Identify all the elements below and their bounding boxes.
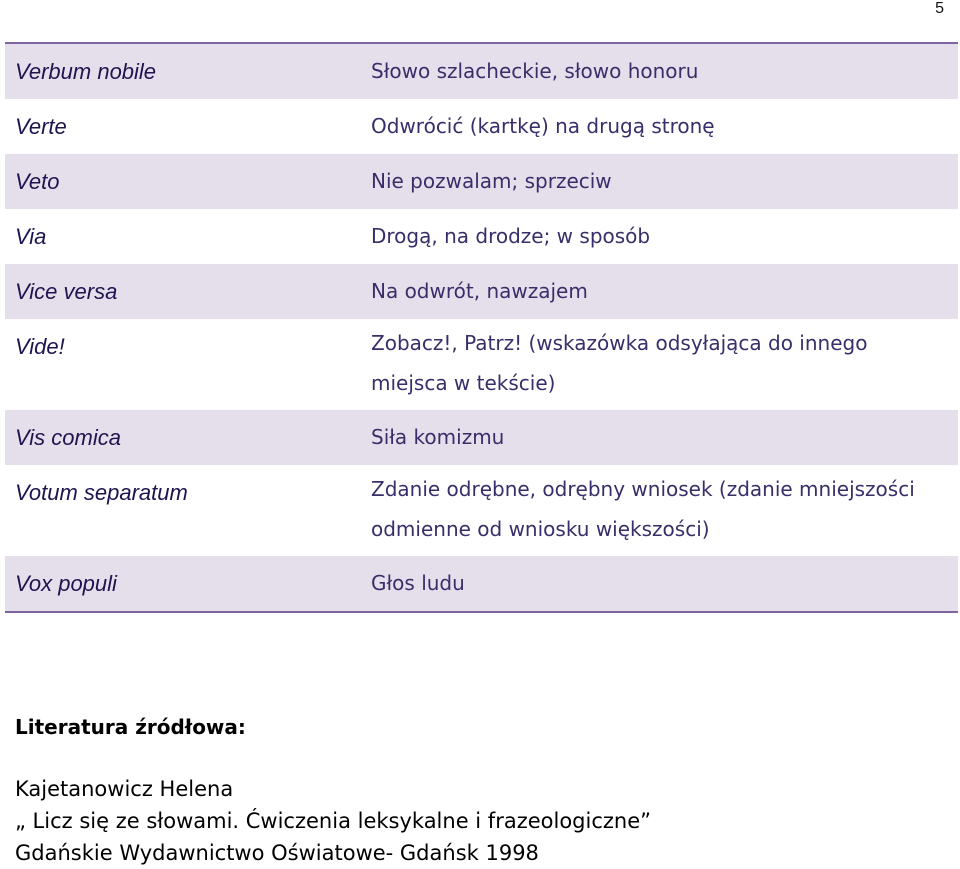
latin-phrase: Verte xyxy=(15,114,67,139)
polish-translation: Nie pozwalam; sprzeciw xyxy=(361,154,958,209)
phrase-table xyxy=(5,42,958,613)
polish-translation: Głos ludu xyxy=(361,556,958,612)
polish-translation: Siła komizmu xyxy=(361,410,958,465)
table-row xyxy=(5,209,958,264)
table-row xyxy=(5,556,958,612)
table-row xyxy=(5,465,958,556)
source-title: „ Licz się ze słowami. Ćwiczenia leksykalne i frazeologiczne” xyxy=(15,809,652,833)
source-publisher: Gdańskie Wydawnictwo Oświatowe- Gdańsk 1998 xyxy=(15,841,539,865)
sources-section xyxy=(15,711,945,869)
latin-phrase: Via xyxy=(15,224,47,249)
polish-translation: Słowo szlacheckie, słowo honoru xyxy=(361,43,958,99)
polish-translation: Drogą, na drodze; w sposób xyxy=(371,224,651,248)
polish-translation: Zobacz!, Patrz! (wskazówka odsyłająca do innego miejsca w tekście) xyxy=(371,331,868,395)
latin-phrase: Vis comica xyxy=(5,410,361,465)
latin-phrase: Vide! xyxy=(15,334,65,359)
source-citation xyxy=(15,773,945,869)
latin-phrase: Vox populi xyxy=(5,556,361,612)
table-row xyxy=(5,319,958,410)
latin-phrase: Veto xyxy=(5,154,361,209)
latin-phrase: Vice versa xyxy=(5,264,361,319)
latin-phrase: Verbum nobile xyxy=(5,43,361,99)
table-row xyxy=(5,99,958,154)
table-row xyxy=(5,410,958,465)
page-number: 5 xyxy=(935,0,944,17)
source-author: Kajetanowicz Helena xyxy=(15,777,234,801)
polish-translation: Odwrócić (kartkę) na drugą stronę xyxy=(371,114,715,138)
polish-translation: Zdanie odrębne, odrębny wniosek (zdanie mniejszości odmienne od wniosku większości) xyxy=(371,477,915,541)
latin-phrase: Votum separatum xyxy=(15,480,188,505)
table-row xyxy=(5,264,958,319)
polish-translation: Na odwrót, nawzajem xyxy=(361,264,958,319)
table-row xyxy=(5,154,958,209)
table-row xyxy=(5,43,958,99)
sources-heading: Literatura źródłowa: xyxy=(15,715,246,739)
